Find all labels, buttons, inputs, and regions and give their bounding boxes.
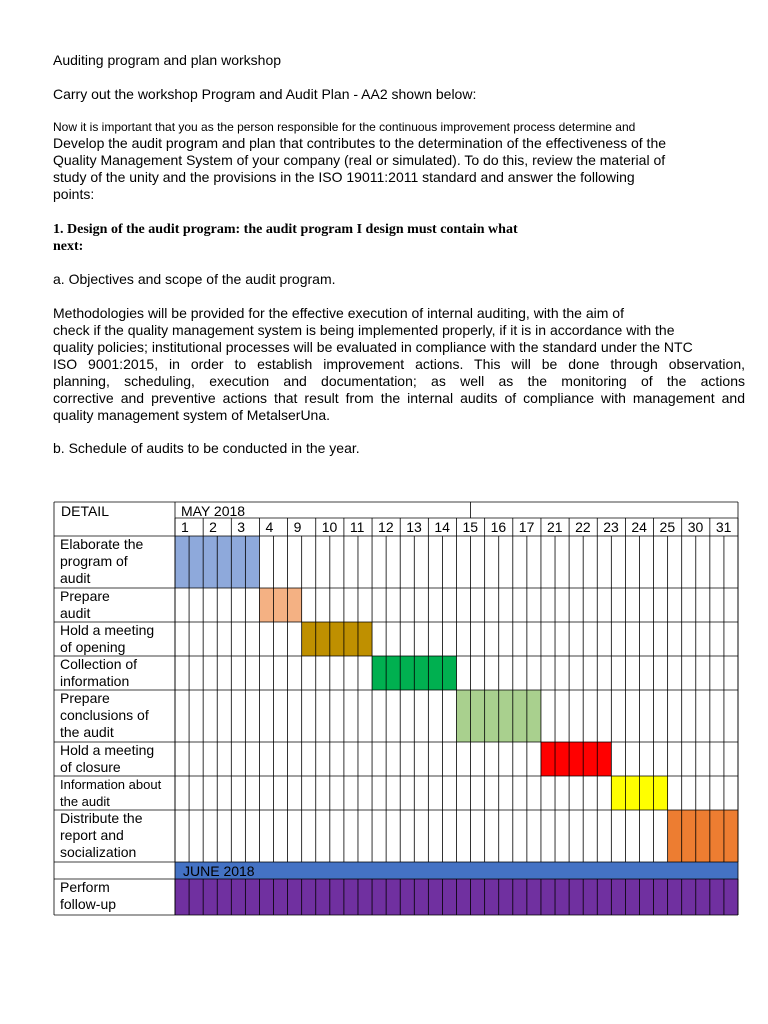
instruction-text: Carry out the workshop Program and Audit Plan - AA2 shown below: <box>53 86 477 102</box>
june-label: JUNE 2018 <box>183 863 255 879</box>
methodology-line: quality management system of MetalserUna. <box>53 407 331 423</box>
followup-label: Perform <box>60 879 110 895</box>
task-label: the audit <box>60 724 114 740</box>
day-label: 4 <box>265 519 274 535</box>
day-label: 24 <box>631 519 647 535</box>
day-label: 15 <box>462 519 479 535</box>
day-label: 14 <box>434 519 450 535</box>
task-label: socialization <box>60 844 137 860</box>
task-label: Hold a meeting <box>60 622 155 638</box>
day-label: 17 <box>518 519 535 535</box>
task-label: Hold a meeting <box>60 742 155 758</box>
task-label: Prepare <box>60 588 110 604</box>
day-label: 25 <box>659 519 676 535</box>
methodology-line: planning, scheduling, execution and documentation; as well as the monitoring of the actions <box>53 373 745 389</box>
section-heading-line: 1. Design of the audit program: the audit program I design must contain what <box>53 222 518 237</box>
item-b-text: b. Schedule of audits to be conducted in the year. <box>53 440 360 456</box>
task-bar <box>259 588 301 622</box>
methodology-line: ISO 9001:2015, in order to establish improvement actions. This will be done through observation, <box>53 356 745 372</box>
day-label: 13 <box>406 519 422 535</box>
item-a-text: a. Objectives and scope of the audit program. <box>53 271 336 287</box>
task-label: conclusions of <box>60 707 149 723</box>
june-band <box>175 862 738 879</box>
day-label: 23 <box>603 519 619 535</box>
document-title: Auditing program and plan workshop <box>53 52 282 68</box>
task-label: program of <box>60 553 128 569</box>
day-label: 1 <box>181 519 189 535</box>
day-label: 31 <box>715 519 732 535</box>
task-label: of closure <box>60 759 121 775</box>
task-label: the audit <box>60 794 110 809</box>
day-label: 9 <box>293 519 302 535</box>
task-label: audit <box>60 570 91 586</box>
intro-line: study of the unity and the provisions in the ISO 19011:2011 standard and answer the following <box>53 169 635 185</box>
methodology-line: Methodologies will be provided for the effective execution of internal auditing, with the aim of <box>53 305 624 321</box>
day-label: 3 <box>237 519 246 535</box>
task-label: information <box>60 673 130 689</box>
task-label: Prepare <box>60 690 110 706</box>
task-label: Collection of <box>60 656 138 672</box>
task-label: Information about <box>60 777 162 792</box>
task-bar <box>541 742 611 776</box>
day-label: 30 <box>687 519 704 535</box>
day-label: 10 <box>321 519 338 535</box>
methodology-line: quality policies; institutional processes will be evaluated in compliance with the standard under the NTC <box>53 339 693 355</box>
task-label: Distribute the <box>60 810 143 826</box>
task-bar <box>668 810 738 862</box>
task-label: report and <box>60 827 124 843</box>
day-label: 22 <box>575 519 591 535</box>
task-bar <box>302 622 372 656</box>
task-label: of opening <box>60 639 126 655</box>
task-label: Elaborate the <box>60 536 144 552</box>
followup-label: follow-up <box>60 896 117 912</box>
intro-line: Quality Management System of your company (real or simulated). To do this, review the material of <box>53 152 666 168</box>
task-label: audit <box>60 605 91 621</box>
day-label: 21 <box>546 519 563 535</box>
section-heading-line: next: <box>53 239 84 254</box>
methodology-line: check if the quality management system is being implemented properly, if it is in accordance with the <box>53 322 675 338</box>
month-label: MAY 2018 <box>181 503 246 519</box>
methodology-line: corrective and preventive actions that result from the internal audits of compliance with management and <box>53 390 745 406</box>
day-label: 16 <box>490 519 507 535</box>
detail-header: DETAIL <box>61 503 109 519</box>
day-label: 11 <box>349 519 365 535</box>
day-label: 12 <box>378 519 394 535</box>
intro-line: points: <box>53 186 95 202</box>
intro-small-text: Now it is important that you as the person responsible for the continuous improvement process determine and <box>53 120 636 134</box>
intro-line: Develop the audit program and plan that contributes to the determination of the effectiveness of the <box>53 135 667 151</box>
day-label: 2 <box>209 519 217 535</box>
